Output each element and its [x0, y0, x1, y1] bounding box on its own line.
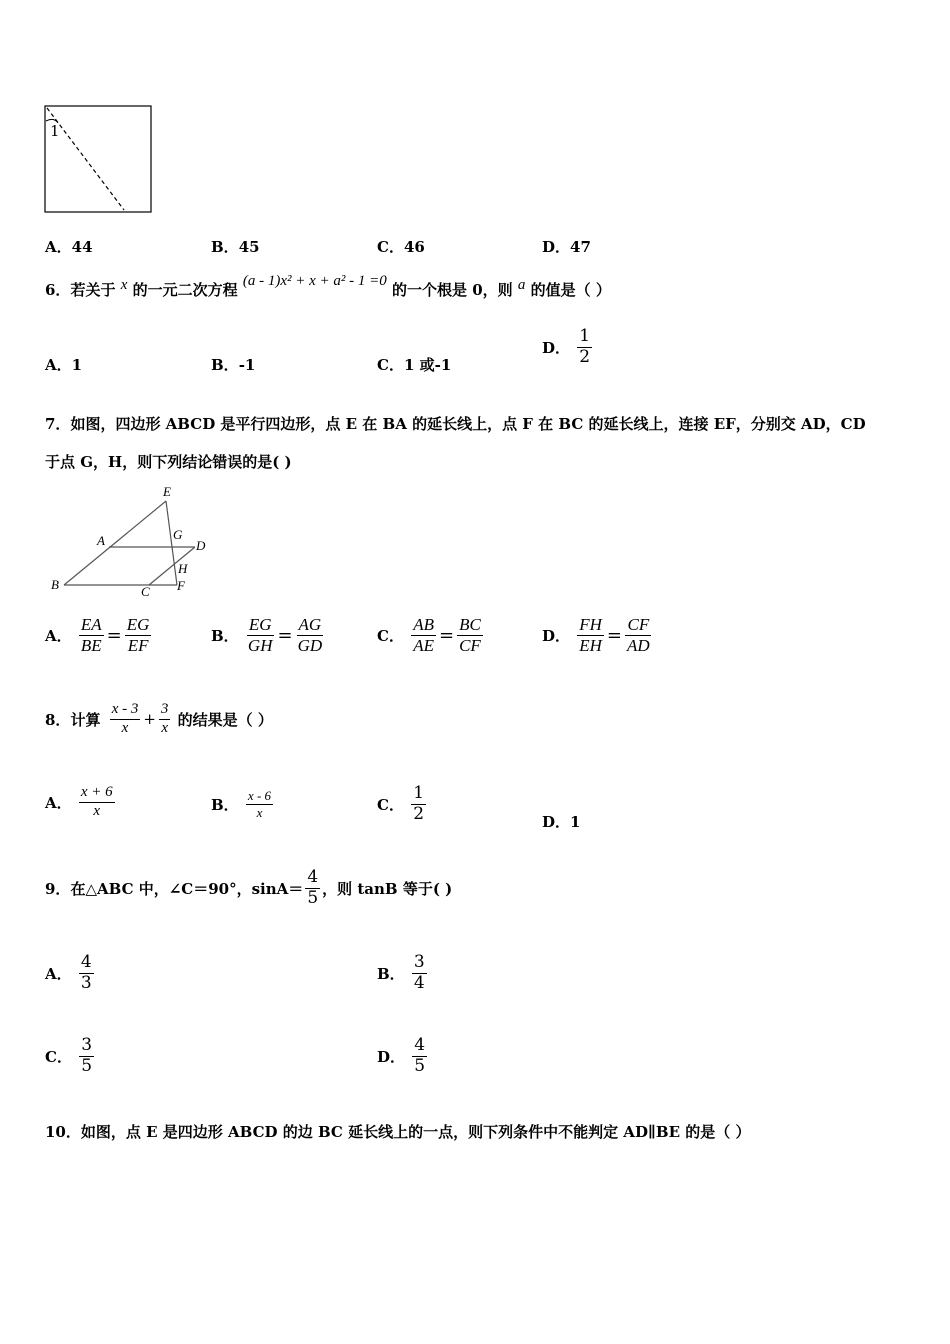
- option-label: C．: [377, 356, 404, 374]
- denominator: EH: [579, 635, 602, 655]
- q7-text-line-1: 如图，四边形 ABCD 是平行四边形，点 E 在 BA 的延长线上，点 F 在 BC 的延长线上，连接 EF，分别交 AD，CD: [70, 415, 866, 433]
- q7-option-c[interactable]: [377, 616, 485, 655]
- q7-fig-label-a: A: [97, 533, 105, 548]
- numerator: 3: [159, 702, 171, 720]
- q8-text-a: 计算: [70, 710, 101, 729]
- numerator: EG: [248, 615, 272, 634]
- question-number: 6．: [45, 281, 71, 299]
- option-value: 44: [71, 238, 93, 256]
- numerator: 4: [307, 867, 319, 887]
- fraction: [411, 785, 426, 824]
- q5-option-c[interactable]: [377, 236, 425, 257]
- q9-option-d[interactable]: [377, 1037, 429, 1076]
- question-10: [45, 1121, 750, 1142]
- numerator: x - 3: [110, 702, 141, 720]
- equals-sign: =: [277, 624, 293, 646]
- numerator: AG: [298, 615, 322, 634]
- q9-text-a: 在△ABC 中，∠C＝90°，sinA＝: [70, 879, 304, 898]
- denominator: 5: [414, 1055, 426, 1076]
- fraction: [79, 954, 94, 993]
- denominator: x: [93, 802, 101, 819]
- q6-var-a: a: [517, 277, 526, 293]
- option-label: A．: [45, 626, 72, 645]
- numerator: x + 6: [79, 785, 115, 803]
- q5-figure-angle-label: 1: [50, 122, 60, 140]
- q5-option-d[interactable]: [542, 236, 591, 257]
- numerator: x - 6: [247, 788, 272, 803]
- plus-sign: +: [143, 710, 156, 729]
- fraction-right: [125, 616, 152, 655]
- denominator: 3: [80, 972, 92, 993]
- denominator: x: [121, 719, 129, 736]
- q7-option-a[interactable]: [45, 616, 153, 655]
- numerator: EA: [80, 615, 102, 634]
- option-label: D．: [377, 1047, 406, 1066]
- q6-option-d[interactable]: [542, 328, 594, 367]
- q6-option-c[interactable]: [377, 354, 451, 375]
- fraction: [412, 954, 427, 993]
- denominator: CF: [459, 635, 481, 655]
- numerator: 1: [579, 326, 591, 346]
- q8-option-a[interactable]: [45, 785, 117, 820]
- denominator: BE: [80, 635, 102, 655]
- q9-option-b[interactable]: [377, 954, 429, 993]
- q5-option-b[interactable]: [211, 236, 260, 257]
- option-label: B．: [211, 626, 239, 645]
- denominator: AD: [627, 635, 650, 655]
- question-8: [45, 702, 273, 737]
- numerator: 3: [81, 1035, 93, 1055]
- q6-var-x: x: [120, 277, 128, 293]
- option-label: D．: [542, 813, 571, 831]
- denominator: 5: [81, 1055, 93, 1076]
- option-value: 1 或-1: [403, 356, 452, 374]
- q7-fig-label-e: E: [163, 484, 171, 499]
- q7-fig-label-b: B: [51, 577, 59, 592]
- fraction: [79, 1037, 94, 1076]
- denominator: x: [161, 719, 168, 736]
- q8-option-b[interactable]: [211, 789, 275, 819]
- equals-sign: =: [438, 624, 455, 646]
- question-7-line-1: [45, 413, 866, 434]
- option-value: 46: [403, 238, 425, 256]
- q7-figure: [45, 482, 220, 602]
- option-label: D．: [542, 238, 571, 256]
- option-value: 1: [71, 356, 83, 374]
- numerator: 3: [413, 952, 425, 972]
- option-label: C．: [377, 238, 404, 256]
- q8-option-d[interactable]: [542, 811, 580, 832]
- denominator: GH: [247, 635, 273, 655]
- fraction-left: [246, 616, 275, 655]
- q7-fig-label-d: D: [196, 538, 206, 553]
- fraction: [577, 328, 592, 367]
- option-label: C．: [377, 626, 404, 645]
- option-label: B．: [211, 238, 239, 256]
- fraction: [412, 1037, 427, 1076]
- numerator: 4: [80, 952, 92, 972]
- option-label: C．: [45, 1047, 72, 1066]
- q9-option-a[interactable]: [45, 954, 96, 993]
- equals-sign: =: [106, 624, 122, 646]
- fraction: [246, 789, 273, 819]
- denominator: 2: [413, 803, 425, 824]
- equals-sign: =: [606, 624, 623, 646]
- q7-option-b[interactable]: [211, 616, 326, 655]
- numerator: BC: [459, 615, 481, 634]
- option-value: 1: [570, 813, 581, 831]
- denominator: 5: [307, 887, 319, 908]
- question-number: 10．: [45, 1123, 81, 1141]
- q8-fraction-1: [110, 702, 141, 737]
- q10-text: 如图，点 E 是四边形 ABCD 的边 BC 延长线上的一点，则下列条件中不能判定 AD∥BE 的是（ ）: [80, 1123, 751, 1141]
- option-value: 45: [238, 238, 260, 256]
- option-label: A．: [45, 238, 72, 256]
- q8-fraction-2: [159, 702, 171, 737]
- q7-fig-label-h: H: [178, 561, 188, 576]
- fraction-right: [625, 616, 652, 655]
- numerator: 1: [413, 783, 425, 803]
- q7-fig-label-f: F: [177, 578, 185, 593]
- q6-option-a[interactable]: [45, 354, 82, 375]
- numerator: AB: [413, 615, 434, 634]
- q6-text-d: 的值是（ ）: [530, 281, 611, 299]
- numerator: CF: [627, 615, 650, 634]
- fraction-right: [296, 616, 325, 655]
- q9-option-c[interactable]: [45, 1037, 96, 1076]
- fraction-left: [79, 616, 104, 655]
- fraction: [79, 785, 115, 820]
- question-6: [45, 270, 611, 311]
- question-number: 8．: [45, 710, 71, 729]
- question-7-line-2: [45, 451, 292, 472]
- fraction-right: [457, 616, 483, 655]
- option-label: D．: [542, 626, 571, 645]
- numerator: 4: [414, 1035, 426, 1055]
- denominator: 4: [413, 972, 425, 993]
- option-label: A．: [45, 793, 72, 812]
- q6-text-a: 若关于: [70, 281, 116, 299]
- q9-text-b: ，则 tanB 等于( ): [322, 879, 453, 898]
- q9-fraction: [305, 869, 320, 908]
- denominator: GD: [297, 635, 323, 655]
- option-label: B．: [377, 964, 405, 983]
- q7-fig-label-g: G: [173, 527, 183, 542]
- fraction-left: [577, 616, 604, 655]
- q5-option-a[interactable]: [45, 236, 93, 257]
- option-label: B．: [211, 356, 239, 374]
- option-label: D．: [542, 338, 571, 357]
- q7-option-d[interactable]: [542, 616, 654, 655]
- q6-equation: (a - 1)x² + x + a² - 1 =0: [242, 273, 387, 289]
- question-9: [45, 869, 452, 908]
- denominator: x: [256, 804, 263, 820]
- option-label: A．: [45, 964, 72, 983]
- question-number: 9．: [45, 879, 71, 898]
- q6-text-b: 的一元二次方程: [132, 281, 238, 299]
- question-number: 7．: [45, 415, 71, 433]
- denominator: AE: [413, 635, 434, 655]
- denominator: 2: [579, 346, 591, 367]
- fraction-left: [411, 616, 436, 655]
- q8-option-c[interactable]: [377, 785, 428, 824]
- denominator: EF: [127, 635, 149, 655]
- q7-fig-label-c: C: [141, 584, 150, 599]
- option-label: A．: [45, 356, 72, 374]
- q6-text-c: 的一个根是 0，则: [391, 281, 513, 299]
- option-value: -1: [238, 356, 256, 374]
- q8-text-b: 的结果是（ ）: [177, 710, 273, 729]
- numerator: FH: [579, 615, 602, 634]
- numerator: EG: [126, 615, 150, 634]
- q6-option-b[interactable]: [211, 354, 255, 375]
- q7-text-line-2: 于点 G，H，则下列结论错误的是( ): [45, 453, 292, 471]
- q5-figure: [44, 105, 154, 215]
- option-label: C．: [377, 795, 404, 814]
- option-label: B．: [211, 795, 239, 814]
- option-value: 47: [570, 238, 591, 256]
